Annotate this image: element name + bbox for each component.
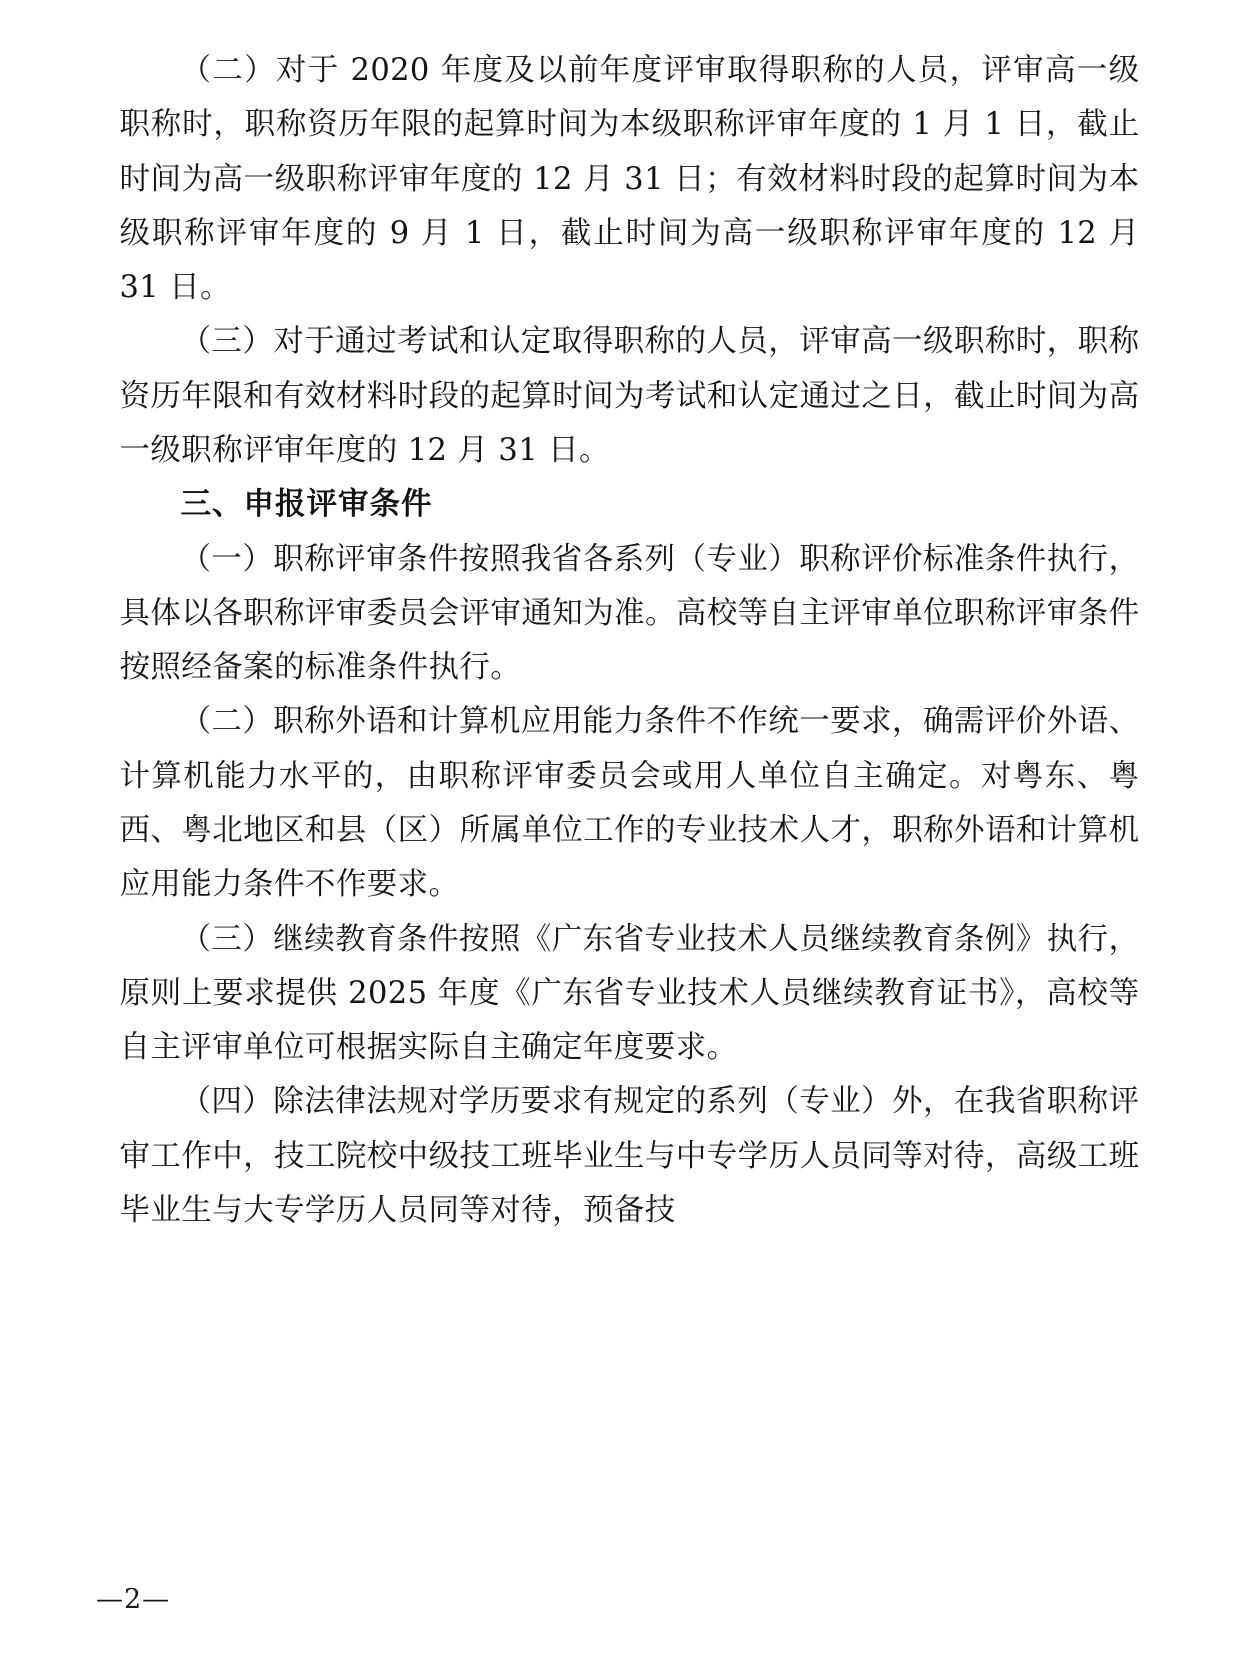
document-body — [120, 44, 1140, 1238]
paragraph-condition-2: （二）职称外语和计算机应用能力条件不作统一要求，确需评价外语、计算机能力水平的，由职称评审委员会或用人单位自主确定。对粤东、粤西、粤北地区和县（区）所属单位工作的专业技术人才，职称外语和计算机应用能力条件不作要求。 — [119, 704, 1140, 903]
paragraph-condition-3: （三）继续教育条件按照《广东省专业技术人员继续教育条例》执行，原则上要求提供 2025 年度《广东省专业技术人员继续教育证书》，高校等自主评审单位可根据实际自主确定年度要求。 — [119, 921, 1140, 1066]
paragraph-condition-1: （一）职称评审条件按照我省各系列（专业）职称评价标准条件执行，具体以各职称评审委员会评审通知为准。高校等自主评审单位职称评审条件按照经备案的标准条件执行。 — [119, 541, 1140, 686]
paragraph-item-2: （二）对于 2020 年度及以前年度评审取得职称的人员，评审高一级职称时，职称资历年限的起算时间为本级职称评审年度的 1 月 1 日，截止时间为高一级职称评审年度的 12 月 31 日；有效材料时段的起算时间为本级职称评审年度的 9 月 1 日，截止时间为高一级职称评审年度的 12 月 31 日。 — [119, 53, 1140, 306]
paragraph-item-3: （三）对于通过考试和认定取得职称的人员，评审高一级职称时，职称资历年限和有效材料时段的起算时间为考试和认定通过之日，截止时间为高一级职称评审年度的 12 月 31 日。 — [119, 324, 1140, 468]
section-heading-three: 三、申报评审条件 — [180, 487, 433, 523]
page-footer — [0, 1584, 1259, 1615]
page-number: —2— — [96, 1584, 171, 1615]
paragraph-condition-4: （四）除法律法规对学历要求有规定的系列（专业）外，在我省职称评审工作中，技工院校中级技工班毕业生与中专学历人员同等对待，高级工班毕业生与大专学历人员同等对待，预备技 — [119, 1084, 1140, 1228]
